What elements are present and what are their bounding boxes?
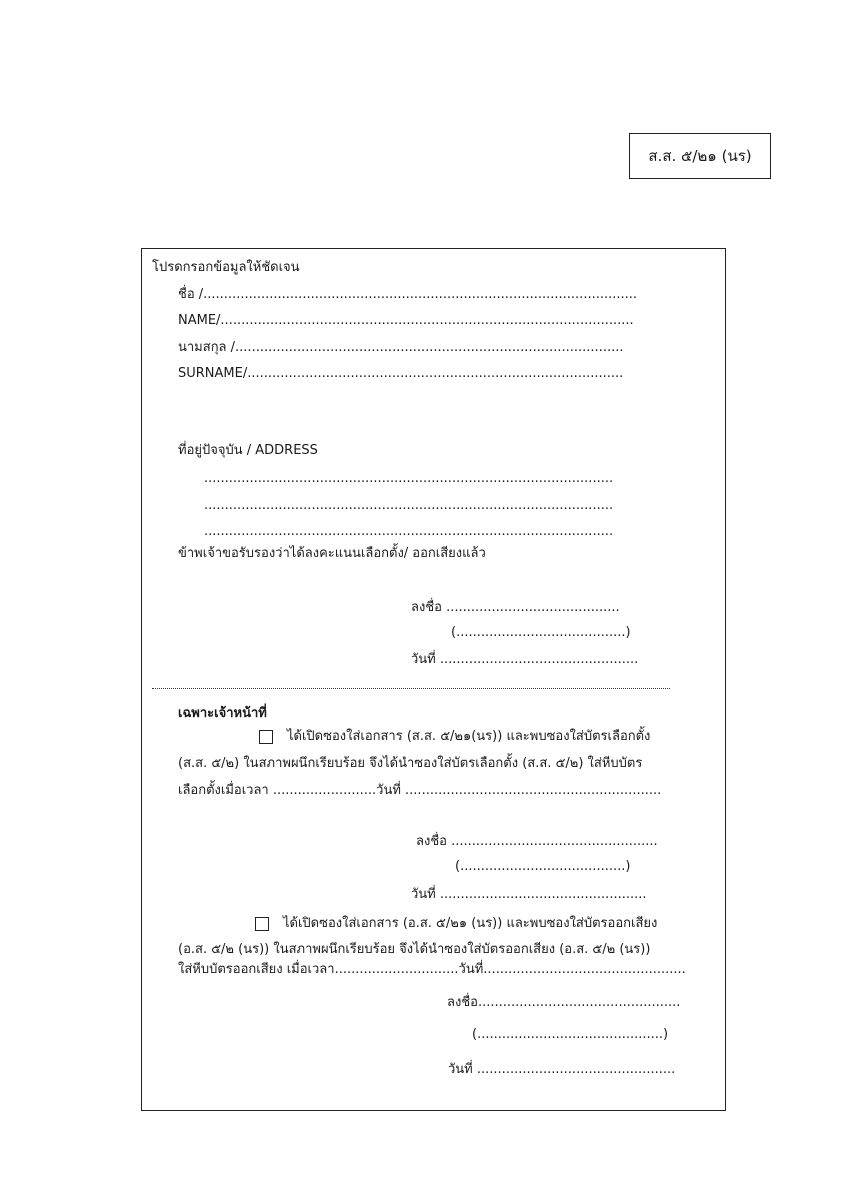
election-line-2: (ส.ส. ๕/๒) ในสภาพผนึกเรียบร้อย จึงได้นำซองใส่บัตรเลือกตั้ง (ส.ส. ๕/๒) ใส่หีบบัตร [178,756,643,771]
officer-heading: เฉพาะเจ้าหน้าที่ [178,706,267,721]
officer2-printed-name[interactable]: (.............................................) [472,1027,669,1042]
address-line-1[interactable]: ................................................................................................... [204,471,614,486]
form-code-box [629,133,771,179]
section-divider [152,688,670,689]
name-en-field[interactable]: NAME/.................................................................................................... [178,313,634,328]
officer1-date-line[interactable]: วันที่ .................................................. [411,887,647,902]
referendum-line-2: (อ.ส. ๕/๒ (นร)) ในสภาพผนึกเรียบร้อย จึงได้นำซองใส่บัตรออกเสียง (อ.ส. ๕/๒ (นร)) [178,942,651,957]
surname-th-field[interactable]: นามสกุล /.............................................................................................. [178,340,624,355]
referendum-line-1: ได้เปิดซองใส่เอกสาร (อ.ส. ๕/๒๑ (นร)) และพบซองใส่บัตรออกเสียง [283,916,658,931]
form-code: ส.ส. ๕/๒๑ (นร) [648,147,752,165]
referendum-line-3[interactable]: ใส่หีบบัตรออกเสียง เมื่อเวลา..............................วันที่................................................. [178,962,686,977]
address-label: ที่อยู่ปัจจุบัน / ADDRESS [178,443,318,458]
election-line-3[interactable]: เลือกตั้งเมื่อเวลา .........................วันที่ .............................................................. [178,783,662,798]
officer2-signature-line[interactable]: ลงชื่อ................................................. [447,995,681,1010]
name-th-field[interactable]: ชื่อ /......................................................................................................... [178,287,638,302]
voter-signature-line[interactable]: ลงชื่อ .......................................... [411,600,620,615]
surname-en-field[interactable]: SURNAME/........................................................................................... [178,366,624,381]
certify-statement: ข้าพเจ้าขอรับรองว่าได้ลงคะแนนเลือกตั้ง/ ออกเสียงแล้ว [178,546,486,561]
officer2-date-line[interactable]: วันที่ ................................................ [448,1062,676,1077]
voter-date-line[interactable]: วันที่ ................................................ [411,652,639,667]
instruction-text: โปรดกรอกข้อมูลให้ชัดเจน [152,260,300,275]
voter-printed-name[interactable]: (.........................................) [451,625,631,640]
officer1-signature-line[interactable]: ลงชื่อ .................................................. [416,834,658,849]
officer1-printed-name[interactable]: (........................................) [455,859,631,874]
referendum-ballot-checkbox[interactable] [255,917,269,931]
election-line-1: ได้เปิดซองใส่เอกสาร (ส.ส. ๕/๒๑(นร)) และพบซองใส่บัตรเลือกตั้ง [287,729,651,744]
address-line-2[interactable]: ................................................................................................... [204,498,614,513]
election-ballot-checkbox[interactable] [259,730,273,744]
address-line-3[interactable]: ................................................................................................... [204,524,614,539]
